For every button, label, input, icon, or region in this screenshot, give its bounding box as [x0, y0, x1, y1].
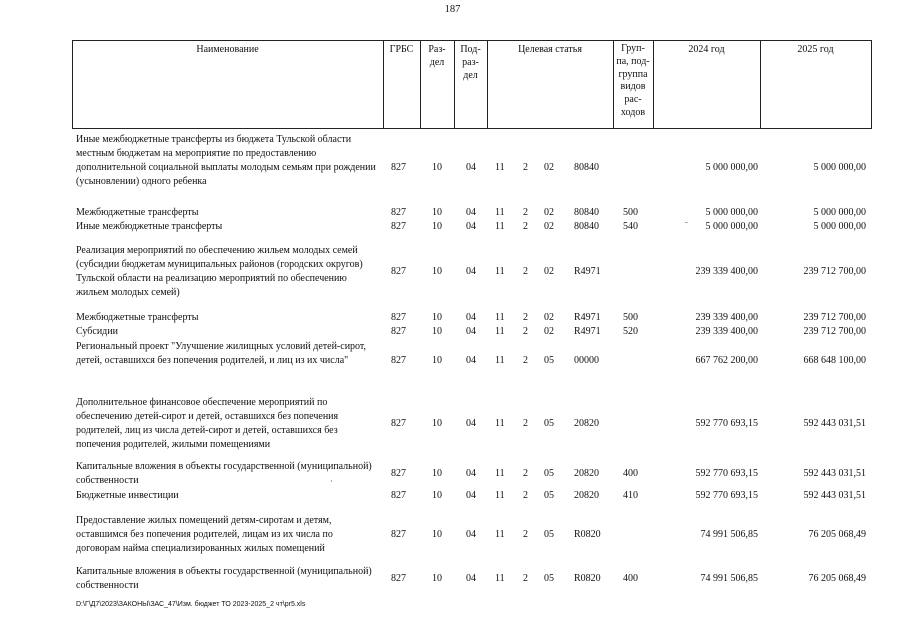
- header-group: Груп- па, под- группа видов рас- ходов: [616, 43, 650, 118]
- cell-t2: 2: [523, 418, 528, 429]
- cell-2025: 5 000 000,00: [813, 162, 866, 173]
- scan-mark: ˉ: [685, 220, 688, 229]
- cell-2024: 239 339 400,00: [695, 266, 758, 277]
- cell-2024: 74 991 506,85: [700, 529, 758, 540]
- table-header: [72, 40, 872, 129]
- cell-pr: 04: [466, 355, 476, 366]
- cell-2025: 592 443 031,51: [803, 490, 866, 501]
- header-grbs: ГРБС: [389, 44, 414, 55]
- cell-t4: R4971: [574, 312, 601, 323]
- cell-vr: 400: [623, 468, 638, 479]
- row-name: Бюджетные инвестиции: [76, 490, 179, 501]
- table-row: [0, 396, 905, 452]
- cell-t3: 05: [544, 490, 554, 501]
- table-row: [0, 133, 905, 203]
- cell-rz: 10: [432, 490, 442, 501]
- cell-t2: 2: [523, 490, 528, 501]
- cell-2024: 592 770 693,15: [695, 418, 758, 429]
- row-name: Капитальные вложения в объекты государственной (муниципальной) собственности: [76, 461, 372, 486]
- cell-t3: 02: [544, 266, 554, 277]
- cell-2025: 592 443 031,51: [803, 468, 866, 479]
- cell-t3: 05: [544, 355, 554, 366]
- cell-t3: 05: [544, 573, 554, 584]
- cell-t3: 05: [544, 468, 554, 479]
- cell-pr: 04: [466, 529, 476, 540]
- cell-t4: 00000: [574, 355, 599, 366]
- cell-vr: 500: [623, 207, 638, 218]
- cell-2025: 668 648 100,00: [803, 355, 866, 366]
- cell-t2: 2: [523, 326, 528, 337]
- cell-pr: 04: [466, 418, 476, 429]
- cell-t4: R0820: [574, 573, 601, 584]
- row-name: Дополнительное финансовое обеспечение мероприятий по обеспечению детей-сирот и детей, оставшихся без попечения родителей, лиц из числа детей-сирот и детей, оставшихся без попечения родителей, жилыми помещениями: [76, 397, 339, 450]
- cell-t1: 11: [495, 573, 505, 584]
- cell-2024: 592 770 693,15: [695, 468, 758, 479]
- cell-grbs: 827: [391, 207, 406, 218]
- cell-t2: 2: [523, 207, 528, 218]
- cell-grbs: 827: [391, 468, 406, 479]
- footer-path: D:\Г\Д7\2023\ЗАКОНЫ\ЗАС_47\Изм. бюджет ТО 2023-2025_2 чт\pr5.xls: [76, 601, 306, 608]
- cell-grbs: 827: [391, 326, 406, 337]
- cell-t4: R4971: [574, 326, 601, 337]
- cell-2024: 5 000 000,00: [705, 207, 758, 218]
- cell-2025: 592 443 031,51: [803, 418, 866, 429]
- cell-t3: 05: [544, 529, 554, 540]
- cell-rz: 10: [432, 221, 442, 232]
- cell-pr: 04: [466, 490, 476, 501]
- col-divider: [871, 40, 872, 129]
- cell-t1: 11: [495, 266, 505, 277]
- cell-t3: 02: [544, 221, 554, 232]
- cell-t2: 2: [523, 221, 528, 232]
- cell-t1: 11: [495, 221, 505, 232]
- row-name: Капитальные вложения в объекты государственной (муниципальной) собственности: [76, 566, 372, 591]
- cell-2024: 5 000 000,00: [705, 162, 758, 173]
- cell-rz: 10: [432, 355, 442, 366]
- cell-t1: 11: [495, 312, 505, 323]
- cell-t2: 2: [523, 162, 528, 173]
- cell-t3: 02: [544, 326, 554, 337]
- cell-pr: 04: [466, 266, 476, 277]
- cell-2024: 667 762 200,00: [695, 355, 758, 366]
- cell-grbs: 827: [391, 355, 406, 366]
- row-name: Иные межбюджетные трансферты из бюджета Тульской области местным бюджетам на мероприятие по предоставлению дополнительной социальной выплаты молодым семьям при рождении (усыновлении) одного ребенка: [76, 134, 376, 187]
- cell-t3: 02: [544, 207, 554, 218]
- header-razdel: Раз- дел: [428, 44, 446, 68]
- cell-pr: 04: [466, 312, 476, 323]
- cell-pr: 04: [466, 468, 476, 479]
- cell-rz: 10: [432, 162, 442, 173]
- cell-pr: 04: [466, 207, 476, 218]
- cell-t4: 80840: [574, 221, 599, 232]
- cell-t2: 2: [523, 355, 528, 366]
- cell-t1: 11: [495, 162, 505, 173]
- cell-vr: 400: [623, 573, 638, 584]
- row-name: Предоставление жилых помещений детям-сиротам и детям, оставшимся без попечения родителей, лицам из их числа по договорам найма специализированных жилых помещений: [76, 515, 333, 554]
- table-row: [0, 565, 905, 593]
- cell-vr: 540: [623, 221, 638, 232]
- header-target: Целевая статья: [518, 44, 582, 55]
- cell-grbs: 827: [391, 529, 406, 540]
- cell-rz: 10: [432, 573, 442, 584]
- cell-rz: 10: [432, 266, 442, 277]
- table-row: [0, 325, 905, 339]
- cell-2025: 5 000 000,00: [813, 221, 866, 232]
- header-2024: 2024 год: [688, 44, 725, 55]
- header-bottom-border: [72, 128, 872, 129]
- cell-t3: 02: [544, 162, 554, 173]
- cell-t4: 20820: [574, 490, 599, 501]
- cell-t2: 2: [523, 312, 528, 323]
- cell-t2: 2: [523, 573, 528, 584]
- cell-2024: 239 339 400,00: [695, 312, 758, 323]
- cell-t4: 20820: [574, 418, 599, 429]
- cell-2024: 74 991 506,85: [700, 573, 758, 584]
- cell-t1: 11: [495, 529, 505, 540]
- cell-rz: 10: [432, 312, 442, 323]
- cell-t4: 80840: [574, 162, 599, 173]
- cell-2025: 5 000 000,00: [813, 207, 866, 218]
- header-podrazdel: Под- раз- дел: [460, 44, 481, 81]
- cell-grbs: 827: [391, 418, 406, 429]
- cell-vr: 520: [623, 326, 638, 337]
- cell-2025: 76 205 068,49: [808, 573, 866, 584]
- header-name: Наименование: [196, 44, 259, 55]
- cell-rz: 10: [432, 529, 442, 540]
- cell-pr: 04: [466, 162, 476, 173]
- cell-2024: 239 339 400,00: [695, 326, 758, 337]
- cell-rz: 10: [432, 418, 442, 429]
- cell-t2: 2: [523, 529, 528, 540]
- table-row: [0, 460, 905, 488]
- cell-t1: 11: [495, 326, 505, 337]
- cell-t1: 11: [495, 207, 505, 218]
- cell-grbs: 827: [391, 266, 406, 277]
- cell-t4: 80840: [574, 207, 599, 218]
- cell-2024: 592 770 693,15: [695, 490, 758, 501]
- table-row: [0, 514, 905, 556]
- cell-rz: 10: [432, 468, 442, 479]
- table-row: [0, 206, 905, 220]
- table-row: [0, 340, 905, 382]
- cell-t4: R4971: [574, 266, 601, 277]
- cell-rz: 10: [432, 207, 442, 218]
- cell-pr: 04: [466, 573, 476, 584]
- cell-grbs: 827: [391, 312, 406, 323]
- cell-t4: 20820: [574, 468, 599, 479]
- cell-t1: 11: [495, 490, 505, 501]
- cell-t2: 2: [523, 266, 528, 277]
- table-row: [0, 489, 905, 503]
- row-name: Иные межбюджетные трансферты: [76, 221, 223, 232]
- cell-2025: 239 712 700,00: [803, 326, 866, 337]
- header-2025: 2025 год: [797, 44, 834, 55]
- row-name: Реализация мероприятий по обеспечению жильем молодых семей (субсидии бюджетам муниципальных районов (городских округов) Тульской области на реализацию мероприятий по обеспечению жильем молодых семей): [76, 245, 363, 298]
- cell-vr: 500: [623, 312, 638, 323]
- cell-vr: 410: [623, 490, 638, 501]
- cell-grbs: 827: [391, 162, 406, 173]
- table-row: [0, 311, 905, 325]
- cell-grbs: 827: [391, 221, 406, 232]
- table-row: [0, 220, 905, 234]
- scan-mark: ·: [330, 477, 333, 486]
- row-name: Региональный проект "Улучшение жилищных условий детей-сирот, детей, оставшихся без попечения родителей, и лиц из их числа": [76, 341, 367, 366]
- cell-t2: 2: [523, 468, 528, 479]
- row-name: Субсидии: [76, 326, 118, 337]
- cell-t3: 05: [544, 418, 554, 429]
- cell-2025: 239 712 700,00: [803, 266, 866, 277]
- row-name: Межбюджетные трансферты: [76, 207, 199, 218]
- cell-2025: 76 205 068,49: [808, 529, 866, 540]
- header-top-border: [72, 40, 872, 41]
- cell-t3: 02: [544, 312, 554, 323]
- cell-2024: 5 000 000,00: [705, 221, 758, 232]
- page-number: 187: [444, 4, 461, 15]
- row-name: Межбюджетные трансферты: [76, 312, 199, 323]
- cell-t1: 11: [495, 355, 505, 366]
- cell-pr: 04: [466, 221, 476, 232]
- cell-grbs: 827: [391, 490, 406, 501]
- cell-t1: 11: [495, 418, 505, 429]
- cell-t1: 11: [495, 468, 505, 479]
- cell-grbs: 827: [391, 573, 406, 584]
- cell-rz: 10: [432, 326, 442, 337]
- cell-t4: R0820: [574, 529, 601, 540]
- table-row: [0, 244, 905, 300]
- cell-pr: 04: [466, 326, 476, 337]
- cell-2025: 239 712 700,00: [803, 312, 866, 323]
